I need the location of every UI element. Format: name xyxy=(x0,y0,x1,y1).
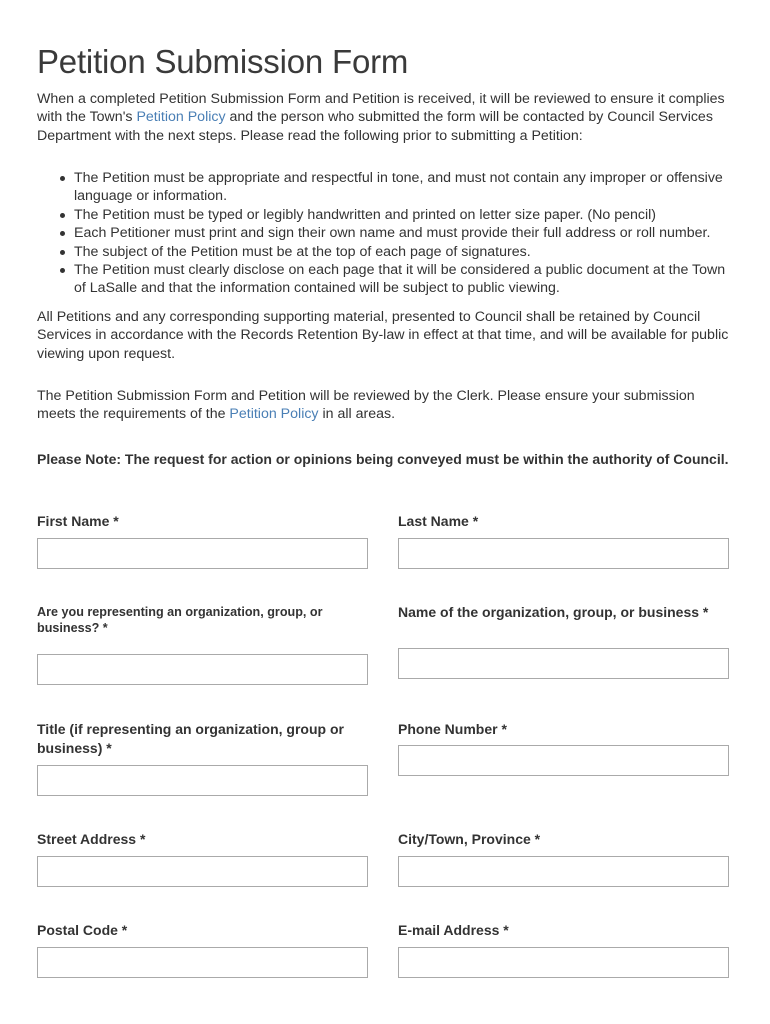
rule-text: The Petition must be appropriate and respectful in tone, and must not contain any improper or offensive language or information. xyxy=(74,170,723,205)
last-name-input[interactable] xyxy=(398,538,729,569)
list-item xyxy=(37,261,737,298)
organization-name-input[interactable] xyxy=(398,648,729,679)
list-item xyxy=(37,224,737,242)
title-input[interactable] xyxy=(37,765,368,796)
list-item xyxy=(37,206,737,224)
title-label: Title (if representing an organization, group or business) * xyxy=(37,721,344,756)
organization-name-label: Name of the organization, group, or business * xyxy=(398,604,709,620)
city-province-input[interactable] xyxy=(398,856,729,887)
email-label: E-mail Address * xyxy=(398,922,509,938)
intro-text-1: When a completed Petition Submission Form and Petition is received, it will be reviewed to ensure it complies with the Town's xyxy=(37,91,725,126)
email-input[interactable] xyxy=(398,947,729,978)
phone-label: Phone Number * xyxy=(398,721,507,737)
review-text-2: in all areas. xyxy=(318,406,396,423)
bullet-icon xyxy=(60,268,65,273)
list-item xyxy=(37,243,737,261)
last-name-label: Last Name * xyxy=(398,513,479,529)
list-item xyxy=(37,169,737,206)
intro-text-2: and the person who submitted the form will be contacted by Council Services Department with the next steps. Please read the following prior to submitting a Petition: xyxy=(37,109,713,144)
retention-paragraph: All Petitions and any corresponding supporting material, presented to Council shall be retained by Council Services in accordance with the Records Retention By-law in effect at that time, and will be available for public viewing upon request. xyxy=(37,309,729,362)
rule-text: The Petition must be typed or legibly handwritten and printed on letter size paper. (No pencil) xyxy=(74,206,657,223)
review-text-1: The Petition Submission Form and Petition will be reviewed by the Clerk. Please ensure your submission meets the requirements of the xyxy=(37,388,695,423)
first-name-input[interactable] xyxy=(37,538,368,569)
page-title: Petition Submission Form xyxy=(37,43,409,80)
bullet-icon xyxy=(60,176,65,181)
representing-label: Are you representing an organization, group, or business? * xyxy=(37,605,323,635)
representing-input[interactable] xyxy=(37,654,368,685)
rule-text: Each Petitioner must print and sign their own name and must provide their full address or roll number. xyxy=(74,225,711,242)
intro-paragraph xyxy=(37,90,732,145)
petition-policy-link[interactable]: Petition Policy xyxy=(229,406,319,423)
rules-list xyxy=(37,169,737,298)
postal-code-input[interactable] xyxy=(37,947,368,978)
rule-text: The Petition must clearly disclose on each page that it will be considered a public document at the Town of LaSalle and that the information contained will be subject to public viewing. xyxy=(74,262,726,297)
bullet-icon xyxy=(60,231,65,236)
review-paragraph xyxy=(37,387,732,424)
phone-input[interactable] xyxy=(398,745,729,776)
rule-text: The subject of the Petition must be at the top of each page of signatures. xyxy=(74,243,531,260)
bullet-icon xyxy=(60,250,65,255)
postal-code-label: Postal Code * xyxy=(37,922,128,938)
petition-policy-link[interactable]: Petition Policy xyxy=(136,109,226,126)
street-address-input[interactable] xyxy=(37,856,368,887)
authority-note: Please Note: The request for action or opinions being conveyed must be within the authority of Council. xyxy=(37,451,729,467)
first-name-label: First Name * xyxy=(37,513,119,529)
street-address-label: Street Address * xyxy=(37,831,146,847)
bullet-icon xyxy=(60,213,65,218)
city-province-label: City/Town, Province * xyxy=(398,831,541,847)
